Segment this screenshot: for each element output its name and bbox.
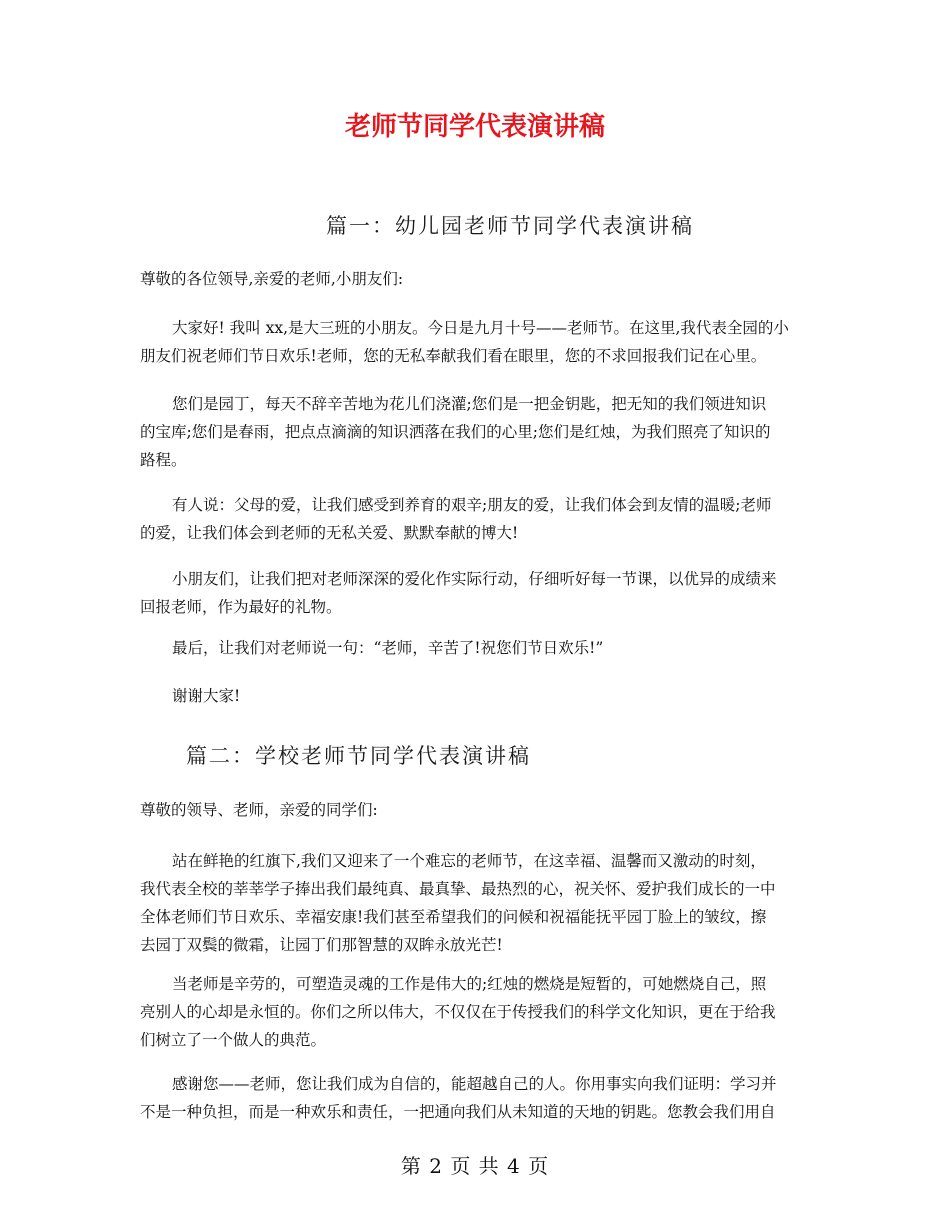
section2-paragraph-2 (140, 970, 812, 1054)
section1-heading: 篇一：幼儿园老师节同学代表演讲稿 (326, 214, 694, 238)
paragraph-line: 的宝库;您们是春雨，把点点滴滴的知识洒落在我们的心里;您们是红烛，为我们照亮了知识的 (140, 423, 771, 441)
paragraph-line: 们树立了一个做人的典范。 (140, 1031, 327, 1049)
paragraph-line: 感谢您——老师，您让我们成为自信的，能超越自己的人。你用事实向我们证明：学习并 (172, 1075, 777, 1093)
section1-paragraph-6 (140, 682, 812, 710)
paragraph-line: 不是一种负担，而是一种欢乐和责任，一把通向我们从未知道的天地的钥匙。您教会我们用自 (140, 1103, 776, 1121)
section1-paragraph-5 (140, 634, 812, 662)
paragraph-line: 小朋友们，让我们把对老师深深的爱化作实际行动，仔细听好每一节课，以优异的成绩来 (172, 570, 777, 588)
paragraph-line: 路程。 (140, 451, 187, 469)
paragraph-line: 全体老师们节日欢乐、幸福安康!我们甚至希望我们的问候和祝福能抚平园丁脸上的皱纹，擦 (140, 908, 767, 926)
paragraph-line: 亮别人的心却是永恒的。你们之所以伟大，不仅仅在于传授我们的科学文化知识，更在于给我 (140, 1003, 776, 1021)
section2-paragraph-1 (140, 847, 812, 959)
section1-paragraph-4 (140, 565, 812, 621)
paragraph-line: 有人说：父母的爱，让我们感受到养育的艰辛;朋友的爱，让我们体会到友情的温暖;老师 (172, 496, 772, 514)
paragraph-line: 谢谢大家! (172, 687, 241, 705)
section1-paragraph-1 (140, 314, 812, 370)
paragraph-line: 您们是园丁，每天不辞辛苦地为花儿们浇灌;您们是一把金钥匙，把无知的我们领进知识 (172, 395, 767, 413)
section1-paragraph-3 (140, 491, 812, 547)
section2-salutation: 尊敬的领导、老师，亲爱的同学们: (140, 801, 378, 819)
paragraph-line: 大家好! 我叫 xx,是大三班的小朋友。今日是九月十号——老师节。在这里,我代表全园的小 (172, 319, 789, 337)
paragraph-line: 朋友们祝老师们节日欢乐!老师，您的无私奉献我们看在眼里，您的不求回报我们记在心里。 (140, 347, 767, 365)
section1-paragraph-2 (140, 390, 812, 474)
paragraph-line: 当老师是辛劳的，可塑造灵魂的工作是伟大的;红烛的燃烧是短暂的，可她燃烧自己，照 (172, 975, 767, 993)
document-title: 老师节同学代表演讲稿 (344, 112, 605, 142)
page-footer: 第 2 页 共 4 页 (400, 1154, 550, 1178)
paragraph-line: 去园丁双鬓的微霜，让园丁们那智慧的双眸永放光芒! (140, 936, 503, 954)
section1-salutation: 尊敬的各位领导,亲爱的老师,小朋友们: (140, 270, 404, 288)
paragraph-line: 我代表全校的莘莘学子捧出我们最纯真、最真挚、最热烈的心，祝关怀、爱护我们成长的一中 (140, 880, 776, 898)
paragraph-line: 的爱，让我们体会到老师的无私关爱、默默奉献的博大! (140, 524, 519, 542)
paragraph-line: 最后，让我们对老师说一句：“老师，辛苦了!祝您们节日欢乐!” (172, 639, 604, 657)
paragraph-line: 站在鲜艳的红旗下,我们又迎来了一个难忘的老师节，在这幸福、温馨而又激动的时刻， (172, 852, 766, 870)
section2-paragraph-3 (140, 1070, 812, 1126)
section2-heading: 篇二：学校老师节同学代表演讲稿 (186, 744, 531, 768)
paragraph-line: 回报老师，作为最好的礼物。 (140, 598, 342, 616)
